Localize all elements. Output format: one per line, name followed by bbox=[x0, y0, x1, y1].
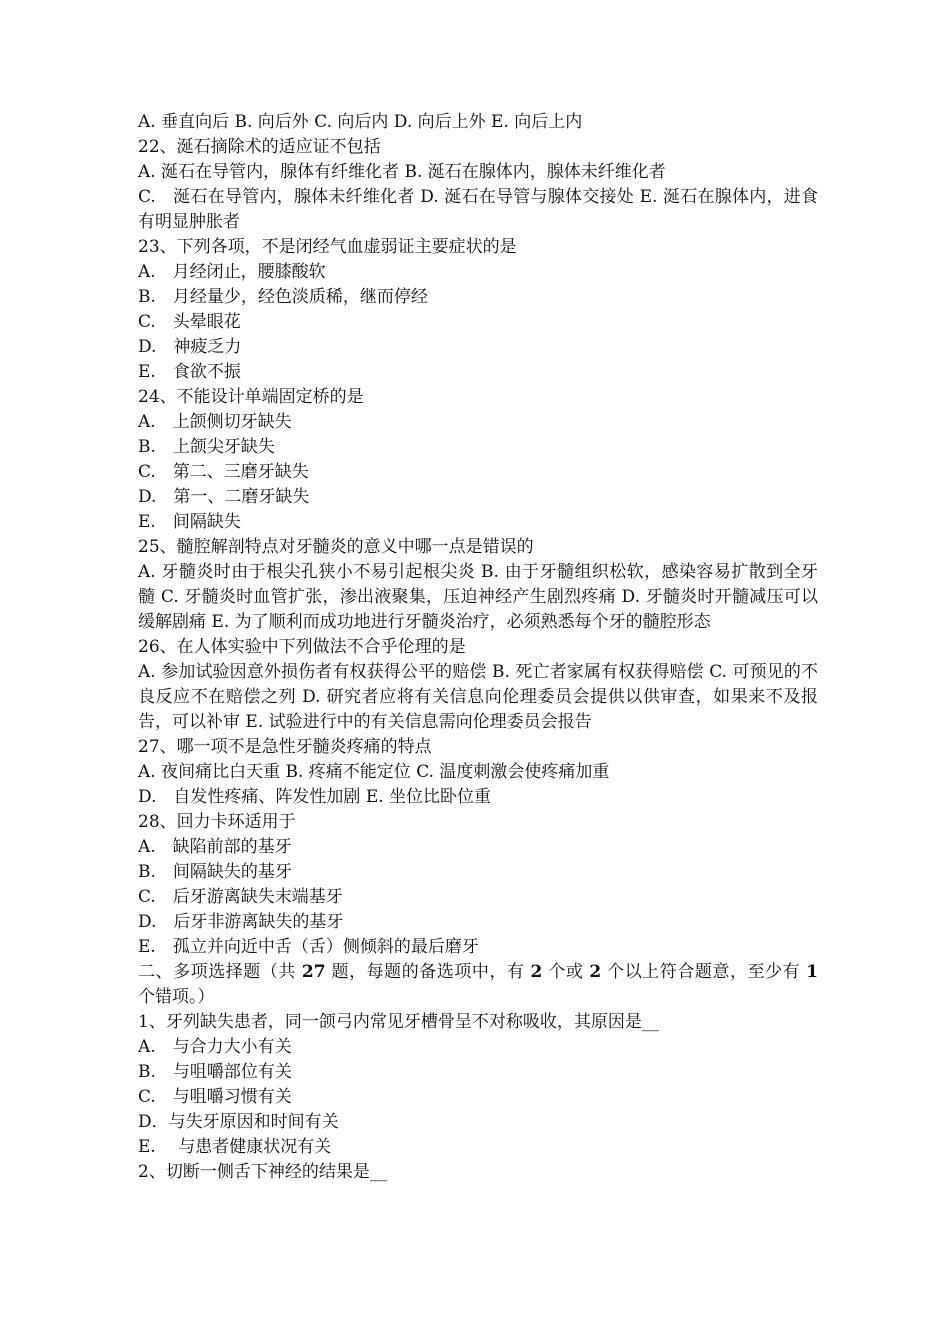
option-e: E. 食欲不振 bbox=[138, 362, 241, 382]
option-e: E. 与患者健康状况有关 bbox=[138, 1137, 332, 1157]
options-line: D. 自发性疼痛、阵发性加剧 E. 坐位比卧位重 bbox=[138, 787, 492, 807]
options-paragraph: A. 牙髓炎时由于根尖孔狭小不易引起根尖炎 B. 由于牙髓组织松软，感染容易扩散到全牙髓 C. 牙髓炎时血管扩张，渗出液聚集，压迫神经产生剧烈疼痛 D. 牙髓炎时开髓减压可以缓解剧痛 E. 为了顺利而成功地进行牙髓炎治疗，必须熟悉每个牙的髓腔形态 bbox=[138, 562, 818, 632]
section-text: 题，每题的备选项中，有 bbox=[325, 962, 531, 982]
question-22: 22、涎石摘除术的适应证不包括 bbox=[138, 137, 381, 157]
section-text: 个以上符合题意，至少有 bbox=[601, 962, 807, 982]
section-text: 个或 bbox=[542, 962, 590, 982]
option-c: C. 头晕眼花 bbox=[138, 312, 241, 332]
option-b: B. 上颌尖牙缺失 bbox=[138, 437, 275, 457]
option-c: C. 与咀嚼习惯有关 bbox=[138, 1087, 292, 1107]
option-b: B. 月经量少，经色淡质稀，继而停经 bbox=[138, 287, 428, 307]
section-count: 1 bbox=[806, 962, 819, 982]
option-a: A. 月经闭止，腰膝酸软 bbox=[138, 262, 326, 282]
option-d: D. 后牙非游离缺失的基牙 bbox=[138, 912, 344, 932]
options-paragraph: A. 参加试验因意外损伤者有权获得公平的赔偿 B. 死亡者家属有权获得赔偿 C. 可预见的不良反应不在赔偿之列 D. 研究者应将有关信息向伦理委员会提供以供审查，如果来不及报告，可以补审 E. 试验进行中的有关信息需向伦理委员会报告 bbox=[138, 662, 818, 732]
question-24: 24、不能设计单端固定桥的是 bbox=[138, 387, 364, 407]
section-text: 二、多项选择题（共 bbox=[138, 962, 302, 982]
option-d: D. 神疲乏力 bbox=[138, 337, 242, 357]
option-a: A. 与合力大小有关 bbox=[138, 1037, 292, 1057]
question-27: 27、哪一项不是急性牙髓炎疼痛的特点 bbox=[138, 737, 432, 757]
option-c: C. 后牙游离缺失末端基牙 bbox=[138, 887, 343, 907]
section-count: 27 bbox=[301, 962, 326, 982]
option-b: B. 间隔缺失的基牙 bbox=[138, 862, 292, 882]
option-a: A. 缺陷前部的基牙 bbox=[138, 837, 292, 857]
section-text: 个错项。） bbox=[138, 987, 215, 1007]
option-e: E. 孤立并向近中舌（舌）侧倾斜的最后磨牙 bbox=[138, 937, 479, 957]
option-b: B. 与咀嚼部位有关 bbox=[138, 1062, 292, 1082]
options-line: A. 夜间痛比白天重 B. 疼痛不能定位 C. 温度刺激会使疼痛加重 bbox=[138, 762, 610, 782]
option-a: A. 上颌侧切牙缺失 bbox=[138, 412, 292, 432]
question-23: 23、下列各项，不是闭经气血虚弱证主要症状的是 bbox=[138, 237, 517, 257]
options-paragraph: C. 涎石在导管内，腺体未纤维化者 D. 涎石在导管与腺体交接处 E. 涎石在腺体内，进食有明显肿胀者 bbox=[138, 187, 818, 232]
question-1: 1、牙列缺失患者，同一颌弓内常见牙槽骨呈不对称吸收，其原因是__ bbox=[138, 1012, 659, 1032]
options-line: A. 垂直向后 B. 向后外 C. 向后内 D. 向后上外 E. 向后上内 bbox=[138, 112, 583, 132]
options-line: A. 涎石在导管内，腺体有纤维化者 B. 涎石在腺体内，腺体未纤维化者 bbox=[138, 162, 666, 182]
option-d: D．与失牙原因和时间有关 bbox=[138, 1112, 339, 1132]
option-c: C. 第二、三磨牙缺失 bbox=[138, 462, 309, 482]
question-25: 25、髓腔解剖特点对牙髓炎的意义中哪一点是错误的 bbox=[138, 537, 534, 557]
option-e: E. 间隔缺失 bbox=[138, 512, 241, 532]
option-d: D. 第一、二磨牙缺失 bbox=[138, 487, 310, 507]
question-26: 26、在人体实验中下列做法不合乎伦理的是 bbox=[138, 637, 466, 657]
section-heading-multiple-choice bbox=[138, 960, 818, 1010]
section-count: 2 bbox=[530, 962, 543, 982]
question-28: 28、回力卡环适用于 bbox=[138, 812, 296, 832]
section-count: 2 bbox=[589, 962, 602, 982]
document-body bbox=[138, 110, 818, 1185]
question-2: 2、切断一侧舌下神经的结果是__ bbox=[138, 1162, 387, 1182]
